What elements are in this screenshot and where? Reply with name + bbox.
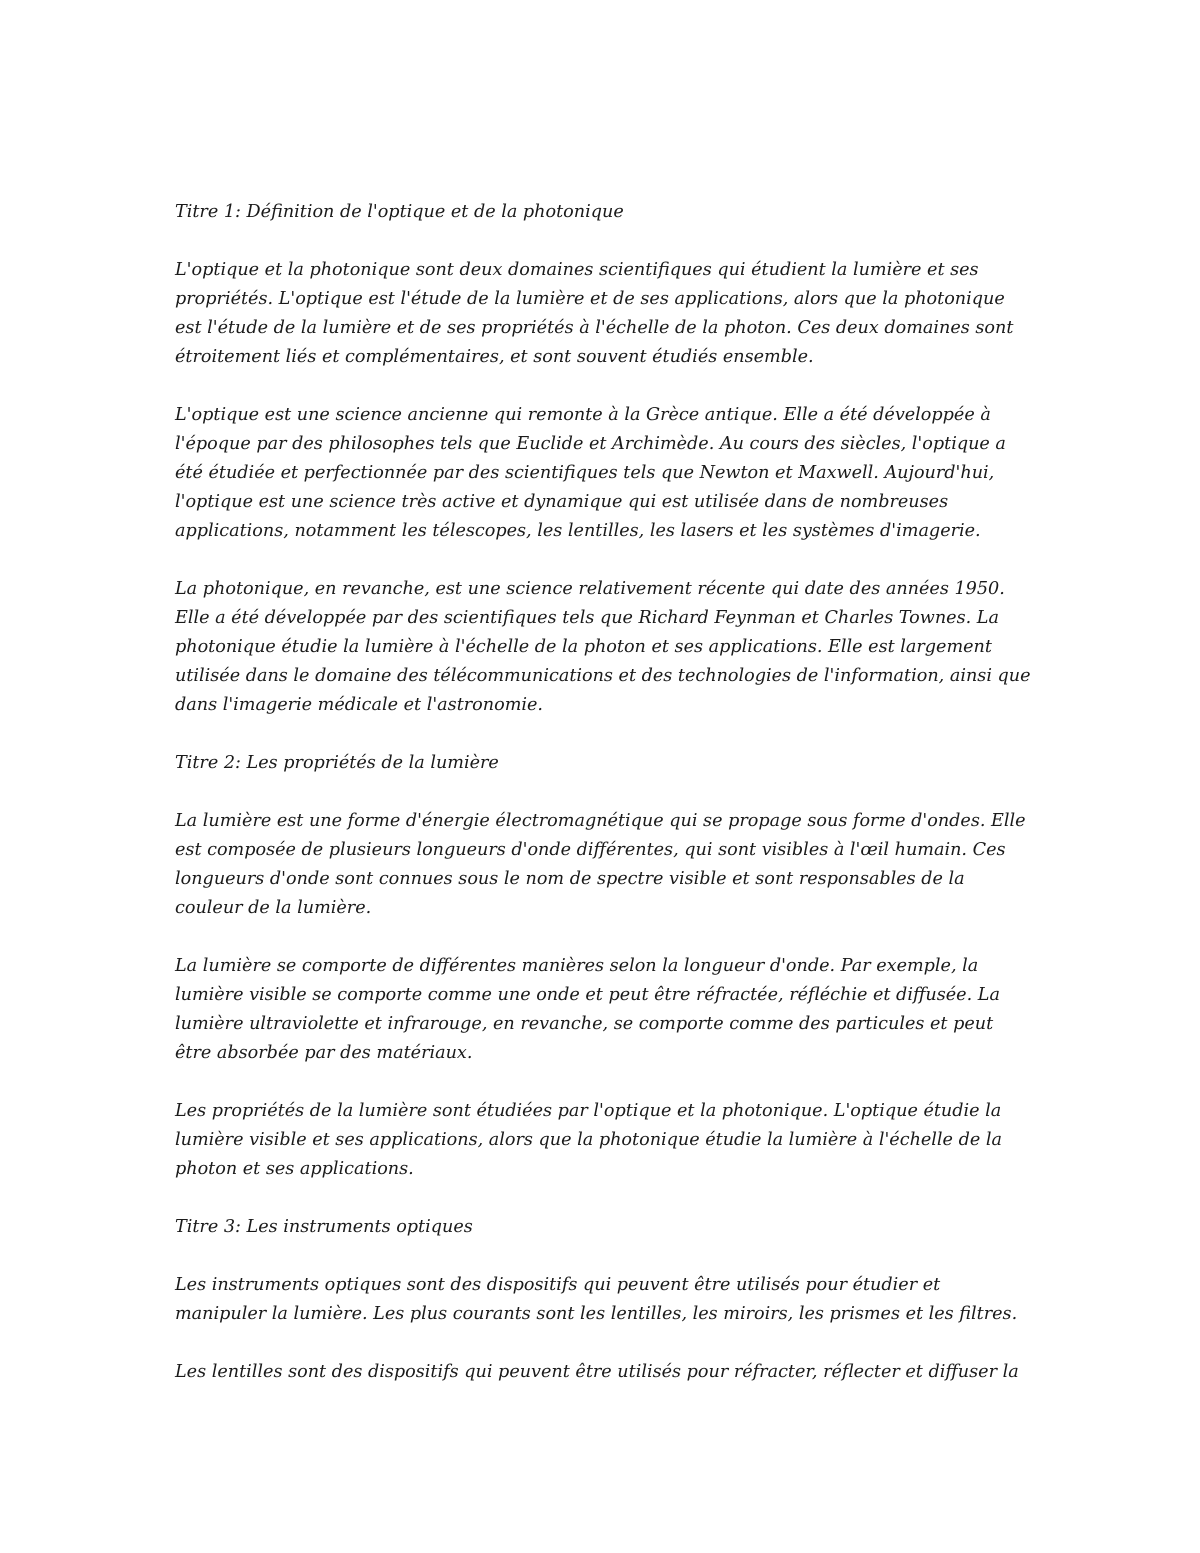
paragraph: La lumière se comporte de différentes manières selon la longueur d'onde. Par exemple, la lumière visible se comporte comme une onde et peut être réfractée, réfléchie et diffusée. La lumière ultraviolette et infrarouge, en revanche, se comporte comme des particules et peut être absorbée par des matériaux.: [175, 956, 1000, 1063]
section-heading: Titre 2: Les propriétés de la lumière: [175, 753, 499, 773]
paragraph: La lumière est une forme d'énergie électromagnétique qui se propage sous forme d'ondes. Elle est composée de plusieurs longueurs d'onde différentes, qui sont visibles à l'œil humain. Ces longueurs d'onde sont connues sous le nom de spectre visible et sont responsables de la couleur de la lumière.: [175, 811, 1026, 918]
paragraph: Les lentilles sont des dispositifs qui peuvent être utilisés pour réfracter, réflecter et diffuser la: [175, 1362, 1019, 1382]
document-body: [175, 198, 1035, 1416]
section-heading: Titre 1: Définition de l'optique et de la photonique: [175, 202, 624, 222]
paragraph: L'optique et la photonique sont deux domaines scientifiques qui étudient la lumière et ses propriétés. L'optique est l'étude de la lumière et de ses applications, alors que la photonique est l'étude de la lumière et de ses propriétés à l'échelle de la photon. Ces deux domaines sont étroitement liés et complémentaires, et sont souvent étudiés ensemble.: [175, 260, 1014, 367]
section-heading: Titre 3: Les instruments optiques: [175, 1217, 473, 1237]
paragraph: L'optique est une science ancienne qui remonte à la Grèce antique. Elle a été développée à l'époque par des philosophes tels que Euclide et Archimède. Au cours des siècles, l'optique a été étudiée et perfectionnée par des scientifiques tels que Newton et Maxwell. Aujourd'hui, l'optique est une science très active et dynamique qui est utilisée dans de nombreuses applications, notamment les télescopes, les lentilles, les lasers et les systèmes d'imagerie.: [175, 405, 1006, 541]
paragraph: Les instruments optiques sont des dispositifs qui peuvent être utilisés pour étudier et manipuler la lumière. Les plus courants sont les lentilles, les miroirs, les prismes et les filtres.: [175, 1275, 1018, 1324]
paragraph: Les propriétés de la lumière sont étudiées par l'optique et la photonique. L'optique étudie la lumière visible et ses applications, alors que la photonique étudie la lumière à l'échelle de la photon et ses applications.: [175, 1101, 1002, 1179]
paragraph: La photonique, en revanche, est une science relativement récente qui date des années 1950. Elle a été développée par des scientifiques tels que Richard Feynman et Charles Townes. La photonique étudie la lumière à l'échelle de la photon et ses applications. Elle est largement utilisée dans le domaine des télécommunications et des technologies de l'information, ainsi que dans l'imagerie médicale et l'astronomie.: [175, 579, 1031, 715]
